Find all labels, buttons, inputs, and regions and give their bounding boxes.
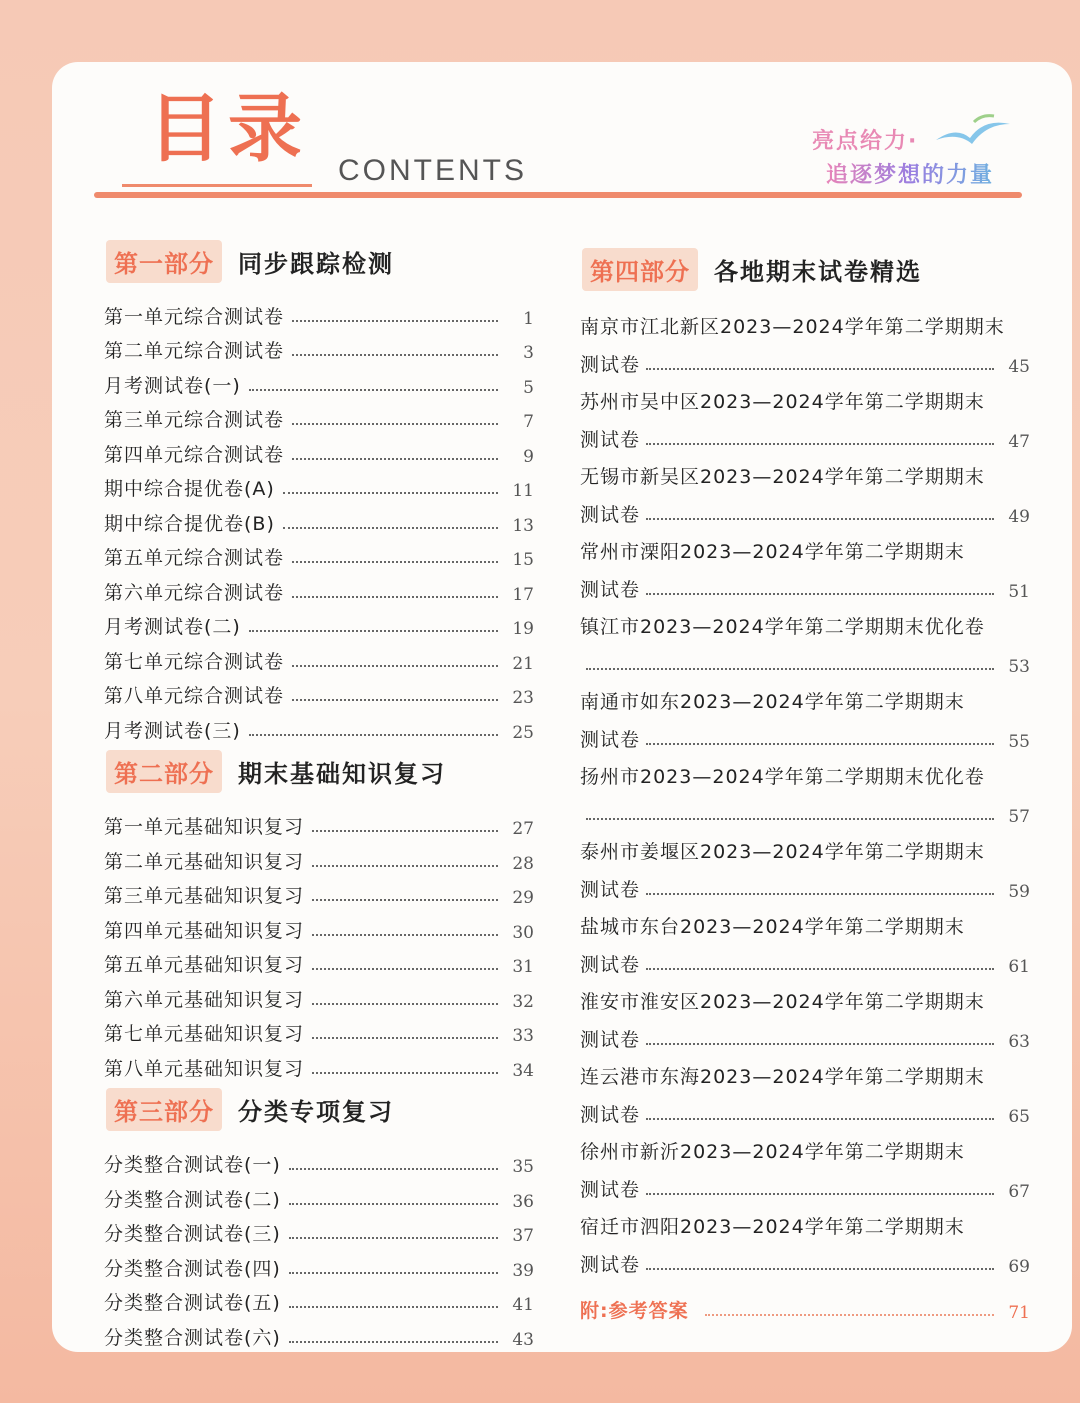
entry-title-line1: 南通市如东2023—2024学年第二学期期末	[580, 691, 965, 713]
title-underline-accent	[122, 184, 312, 187]
toc-entry[interactable]	[104, 294, 534, 329]
entry-title: 月考测试卷(一)	[104, 374, 241, 397]
leader-dots	[586, 668, 994, 670]
leader-dots	[289, 1237, 498, 1239]
part-heading	[106, 751, 534, 793]
entry-page: 15	[512, 550, 534, 570]
toc-entry[interactable]	[104, 1246, 534, 1281]
entry-title: 期中综合提优卷(A)	[104, 478, 275, 500]
entry-title-line2: 测试卷	[580, 1254, 641, 1276]
toc-entry[interactable]	[104, 501, 534, 536]
leader-dots	[289, 1272, 498, 1274]
toc-entry[interactable]	[580, 752, 1030, 827]
toc-entry[interactable]	[104, 1012, 534, 1047]
entry-title: 第四单元基础知识复习	[104, 919, 305, 942]
entry-title-line1: 镇江市2023—2024学年第二学期期末优化卷	[580, 616, 985, 638]
toc-entry[interactable]	[104, 605, 534, 640]
entry-page: 30	[512, 922, 534, 943]
entry-title-line2: 测试卷	[580, 729, 641, 751]
entry-title-line1: 南京市江北新区2023—2024学年第二学期期末	[580, 316, 1005, 338]
leader-dots	[312, 1037, 498, 1039]
entry-title: 第七单元基础知识复习	[104, 1023, 305, 1045]
toc-entry[interactable]	[104, 708, 534, 743]
toc-entry[interactable]	[104, 1212, 534, 1247]
toc-entry[interactable]	[104, 805, 534, 840]
leader-dots	[646, 1268, 994, 1270]
entry-title: 期中综合提优卷(B)	[104, 512, 275, 535]
leader-dots	[289, 1306, 498, 1308]
entry-page: 25	[512, 722, 534, 743]
entry-page: 34	[512, 1060, 534, 1081]
entry-page: 21	[512, 653, 534, 674]
entry-title: 第一单元基础知识复习	[104, 816, 305, 838]
entry-page: 13	[512, 515, 534, 536]
entry-page: 41	[512, 1295, 534, 1315]
entry-page: 32	[512, 991, 534, 1012]
entry-page: 61	[1008, 957, 1030, 977]
leader-dots	[283, 492, 498, 494]
entry-page: 57	[1008, 807, 1030, 827]
entry-title-line2: 测试卷	[580, 1029, 641, 1051]
leader-dots	[292, 596, 498, 598]
part-heading	[106, 240, 534, 282]
entry-page: 5	[523, 377, 534, 398]
entry-page: 29	[512, 888, 534, 908]
entry-title-line1: 徐州市新沂2023—2024学年第二学期期末	[580, 1141, 965, 1163]
leader-dots	[312, 865, 498, 867]
entry-title: 第三单元综合测试卷	[104, 409, 285, 431]
part-name: 分类专项复习	[238, 1098, 394, 1126]
header-divider	[94, 192, 1022, 198]
entry-title: 分类整合测试卷(三)	[104, 1223, 281, 1245]
entry-page: 17	[512, 584, 534, 605]
entry-title: 第七单元综合测试卷	[104, 650, 285, 673]
entry-title-line2: 测试卷	[580, 954, 641, 976]
entry-page: 19	[512, 619, 534, 639]
toc-entry[interactable]	[104, 1315, 534, 1350]
entry-title: 第六单元综合测试卷	[104, 581, 285, 604]
toc-entry[interactable]	[104, 536, 534, 571]
toc-column-right	[580, 246, 1030, 1323]
entry-page: 33	[512, 1026, 534, 1046]
part-name: 期末基础知识复习	[238, 760, 446, 788]
toc-entry[interactable]	[580, 302, 1030, 377]
toc-entry[interactable]	[104, 1143, 534, 1178]
entry-title: 分类整合测试卷(四)	[104, 1257, 281, 1280]
toc-entry[interactable]	[580, 602, 1030, 677]
toc-entry[interactable]	[104, 639, 534, 674]
entry-title: 分类整合测试卷(一)	[104, 1154, 281, 1176]
entry-title-line2: 测试卷	[580, 1104, 641, 1126]
toc-entry[interactable]	[104, 1177, 534, 1212]
slogan-line-2: 追逐梦想的力量	[826, 158, 994, 189]
toc-entry[interactable]	[104, 329, 534, 364]
toc-entry[interactable]	[104, 1046, 534, 1081]
toc-entry[interactable]	[580, 1052, 1030, 1127]
entry-title-line1: 无锡市新吴区2023—2024学年第二学期期末	[580, 466, 985, 488]
entry-title-line2: 测试卷	[580, 879, 641, 901]
leader-dots	[289, 1341, 498, 1343]
entry-page: 11	[512, 481, 534, 501]
entry-title: 第四单元综合测试卷	[104, 443, 285, 466]
entry-page: 47	[1008, 432, 1030, 452]
entry-page: 39	[512, 1260, 534, 1281]
entry-title: 第六单元基础知识复习	[104, 988, 305, 1011]
entry-title-line2: 测试卷	[580, 429, 641, 451]
entry-title-line2: 测试卷	[580, 579, 641, 601]
entry-title: 第二单元基础知识复习	[104, 850, 305, 873]
leader-dots	[705, 1314, 994, 1316]
leader-dots	[289, 1203, 498, 1205]
toc-entry[interactable]	[580, 527, 1030, 602]
leader-dots	[646, 443, 994, 445]
entry-title: 第八单元综合测试卷	[104, 685, 285, 707]
entry-title: 第五单元基础知识复习	[104, 954, 305, 976]
leader-dots	[312, 934, 498, 936]
entry-page: 55	[1008, 732, 1030, 752]
leader-dots	[312, 1003, 498, 1005]
leader-dots	[312, 968, 498, 970]
toc-entry[interactable]	[104, 398, 534, 433]
entry-page: 71	[1008, 1303, 1030, 1323]
leader-dots	[283, 527, 498, 529]
leader-dots	[312, 899, 498, 901]
entry-title: 第五单元综合测试卷	[104, 547, 285, 569]
entry-title-line1: 盐城市东台2023—2024学年第二学期期末	[580, 916, 965, 938]
leader-dots	[292, 561, 498, 563]
entry-page: 45	[1008, 357, 1030, 377]
leader-dots	[292, 423, 498, 425]
entry-title: 分类整合测试卷(六)	[104, 1326, 281, 1349]
toc-entry[interactable]	[580, 902, 1030, 977]
entry-page: 53	[1008, 657, 1030, 677]
toc-entry[interactable]	[580, 1127, 1030, 1202]
entry-title-line1: 常州市溧阳2023—2024学年第二学期期末	[580, 541, 965, 563]
entry-title: 分类整合测试卷(五)	[104, 1292, 281, 1314]
part-tag: 第二部分	[106, 750, 222, 793]
entry-page: 65	[1008, 1107, 1030, 1127]
entry-title-line2: 测试卷	[580, 504, 641, 526]
toc-entry[interactable]	[580, 377, 1030, 452]
toc-page	[52, 62, 1072, 1352]
entry-page: 23	[512, 688, 534, 708]
toc-entry[interactable]	[104, 363, 534, 398]
entry-page: 69	[1008, 1257, 1030, 1277]
part-name: 同步跟踪检测	[238, 249, 394, 278]
entry-title: 第八单元基础知识复习	[104, 1057, 305, 1080]
leader-dots	[292, 320, 498, 322]
leader-dots	[646, 1043, 994, 1045]
entry-title: 月考测试卷(三)	[104, 719, 241, 742]
toc-entry[interactable]	[580, 1202, 1030, 1277]
entry-title: 第二单元综合测试卷	[104, 340, 285, 362]
entry-title: 月考测试卷(二)	[104, 616, 241, 638]
entry-page: 27	[512, 819, 534, 839]
page-title: 目录	[148, 86, 308, 172]
leader-dots	[289, 1168, 498, 1170]
leader-dots	[312, 830, 498, 832]
page-subtitle-en: CONTENTS	[338, 154, 527, 187]
entry-page: 36	[512, 1191, 534, 1212]
entry-title-line1: 连云港市东海2023—2024学年第二学期期末	[580, 1066, 985, 1088]
leader-dots	[312, 1072, 498, 1074]
toc-entry[interactable]	[104, 908, 534, 943]
part-name: 各地期末试卷精选	[714, 257, 922, 286]
seagull-icon	[934, 112, 1014, 152]
entry-page: 31	[512, 957, 534, 977]
entry-page: 67	[1008, 1182, 1030, 1202]
toc-entry[interactable]	[580, 452, 1030, 527]
toc-entry[interactable]	[104, 977, 534, 1012]
entry-page: 3	[523, 343, 534, 363]
entry-page: 63	[1008, 1032, 1030, 1052]
entry-page: 7	[523, 412, 534, 432]
entry-title-line1: 扬州市2023—2024学年第二学期期末优化卷	[580, 766, 985, 788]
toc-entry[interactable]	[580, 827, 1030, 902]
toc-entry[interactable]	[580, 677, 1030, 752]
part-tag: 第三部分	[106, 1088, 222, 1131]
toc-entry[interactable]	[104, 674, 534, 709]
entry-page: 28	[512, 853, 534, 874]
toc-entry[interactable]	[104, 943, 534, 978]
leader-dots	[646, 893, 994, 895]
leader-dots	[646, 968, 994, 970]
leader-dots	[249, 734, 498, 736]
leader-dots	[646, 518, 994, 520]
entry-title-line1: 苏州市吴中区2023—2024学年第二学期期末	[580, 391, 985, 413]
leader-dots	[292, 699, 498, 701]
entry-title-line2: 测试卷	[580, 1179, 641, 1201]
toc-entry[interactable]	[104, 570, 534, 605]
slogan-line-1: 亮点给力·	[812, 129, 919, 154]
toc-entry-appendix[interactable]	[580, 1277, 1030, 1323]
entry-title: 第三单元基础知识复习	[104, 885, 305, 907]
toc-entry[interactable]	[104, 839, 534, 874]
part-tag: 第一部分	[106, 240, 222, 283]
toc-column-left	[104, 238, 534, 1350]
entry-page: 35	[512, 1157, 534, 1177]
toc-entry[interactable]	[104, 874, 534, 909]
entry-title: 分类整合测试卷(二)	[104, 1188, 281, 1211]
part-heading	[582, 248, 1030, 290]
toc-entry[interactable]	[104, 1281, 534, 1316]
entry-title: 第一单元综合测试卷	[104, 305, 285, 328]
entry-page: 43	[512, 1329, 534, 1350]
entry-page: 51	[1008, 582, 1030, 602]
entry-title-line1: 泰州市姜堰区2023—2024学年第二学期期末	[580, 841, 985, 863]
leader-dots	[292, 354, 498, 356]
entry-page: 9	[523, 446, 534, 467]
leader-dots	[646, 593, 994, 595]
leader-dots	[646, 1118, 994, 1120]
entry-title-line2: 测试卷	[580, 354, 641, 376]
entry-page: 59	[1008, 882, 1030, 902]
part-tag: 第四部分	[582, 248, 698, 291]
toc-entry[interactable]	[580, 977, 1030, 1052]
toc-entry[interactable]	[104, 467, 534, 502]
leader-dots	[586, 818, 994, 820]
entry-title-line1: 淮安市淮安区2023—2024学年第二学期期末	[580, 991, 985, 1013]
leader-dots	[292, 458, 498, 460]
part-heading	[106, 1089, 534, 1131]
leader-dots	[646, 743, 994, 745]
toc-entry[interactable]	[104, 432, 534, 467]
entry-page: 49	[1008, 507, 1030, 527]
entry-title: 附:参考答案	[580, 1300, 689, 1322]
leader-dots	[646, 368, 994, 370]
entry-page: 1	[523, 308, 534, 329]
leader-dots	[249, 630, 498, 632]
entry-title-line1: 宿迁市泗阳2023—2024学年第二学期期末	[580, 1216, 965, 1238]
leader-dots	[292, 665, 498, 667]
entry-page: 37	[512, 1226, 534, 1246]
leader-dots	[646, 1193, 994, 1195]
leader-dots	[249, 389, 498, 391]
